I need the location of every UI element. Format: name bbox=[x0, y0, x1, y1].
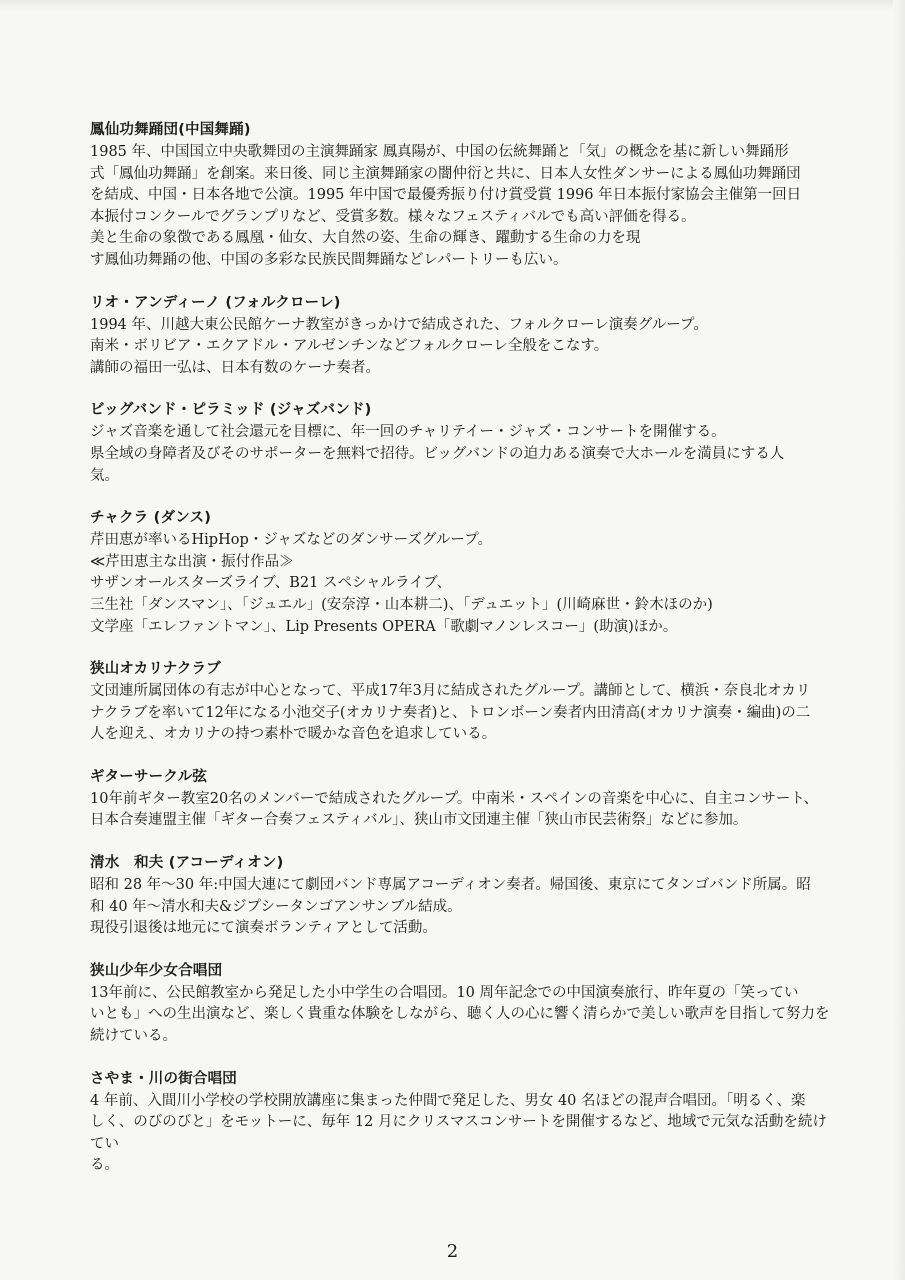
section-paragraph bbox=[90, 530, 830, 638]
text-line: 現役引退後は地元にて演奏ボランティアとして活動。 bbox=[90, 920, 437, 937]
text-line: 文団連所属団体の有志が中心となって、平成17年3月に結成されたグループ。講師として、横浜・奈良北オカリ bbox=[90, 683, 811, 700]
section-houkakou bbox=[90, 118, 830, 272]
text-line: 県全域の身障者及びそのサポーターを無料で招待。ビッグバンドの迫力ある演奏で大ホールを満員にする人 bbox=[90, 445, 785, 462]
text-line: 日本合奏連盟主催「ギター合奏フェスティバル」、狭山市文団連主催「狭山市民芸術祭」などに参加。 bbox=[90, 812, 748, 829]
text-line: 続けている。 bbox=[90, 1028, 177, 1045]
text-line: 三生社「ダンスマン」、「ジュエル」(安奈淳・山本耕二)、「デュエット」(川崎麻世・鈴木ほのか) bbox=[90, 596, 713, 613]
section-paragraph bbox=[90, 422, 830, 487]
section-paragraph bbox=[90, 315, 830, 380]
text-line: いとも」への生出演など、楽しく貴重な体験をしながら、聴く人の心に響く清らかで美しい歌声を目指して努力を bbox=[90, 1006, 830, 1023]
section-heading: リオ・アンディーノ (フォルクローレ) bbox=[90, 294, 341, 311]
text-line: る。 bbox=[90, 1157, 119, 1174]
section-heading: 鳳仙功舞踊団(中国舞踊) bbox=[90, 122, 251, 138]
section-kawa-no-machi-choir bbox=[90, 1067, 830, 1177]
section-heading: チャクラ (ダンス) bbox=[90, 510, 212, 527]
page-number: 2 bbox=[446, 1241, 459, 1262]
section-heading: 清水 和夫 (アコーディオン) bbox=[90, 855, 284, 872]
text-line: 芹田恵が率いるHipHop・ジャズなどのダンサーズグループ。 bbox=[90, 532, 493, 549]
section-paragraph bbox=[90, 983, 830, 1048]
text-line: 気。 bbox=[90, 467, 119, 484]
section-big-band-pyramid bbox=[90, 398, 830, 487]
document-body bbox=[90, 118, 830, 1196]
text-line: 美と生命の象徴である鳳凰・仙女、大自然の姿、生命の輝き、躍動する生命の力を現 bbox=[90, 230, 641, 247]
text-line: しく、のびのびと」をモットーに、毎年 12 月にクリスマスコンサートを開催するなど、地域で元気な活動を続けてい bbox=[90, 1114, 827, 1152]
text-line: を結成、中国・日本各地で公演。1995 年中国で最優秀振り付け賞受賞 1996 年日本振付家協会主催第一回日 bbox=[90, 187, 802, 204]
text-line: 南米・ボリビア・エクアドル・アルゼンチンなどフォルクローレ全般をこなす。 bbox=[90, 338, 609, 355]
section-chakra bbox=[90, 506, 830, 638]
text-line: 和 40 年〜清水和夫&ジプシータンゴアンサンブル結成。 bbox=[90, 898, 462, 915]
section-rio-andino bbox=[90, 291, 830, 380]
section-guitar-circle bbox=[90, 765, 830, 832]
section-paragraph bbox=[90, 681, 830, 746]
text-line: ≪芹田恵主な出演・振付作品≫ bbox=[90, 553, 294, 570]
text-line: 13年前に、公民館教室から発足した小中学生の合唱団。10 周年記念での中国演奏旅行、昨年夏の「笑ってい bbox=[90, 984, 799, 1001]
section-paragraph bbox=[90, 789, 830, 832]
section-shimizu-kazuo bbox=[90, 851, 830, 940]
text-line: 本振付コンクールでグランプリなど、受賞多数。様々なフェスティバルでも高い評価を得る。 bbox=[90, 208, 696, 225]
section-heading: さやま・川の街合唱団 bbox=[90, 1070, 237, 1087]
section-heading: 狭山少年少女合唱団 bbox=[90, 962, 223, 979]
text-line: ナクラブを率いて12年になる小池交子(オカリナ奏者)と、トロンボーン奏者内田清高(オカリナ演奏・編曲)の二 bbox=[90, 704, 811, 721]
text-line: 4 年前、入間川小学校の学校開放講座に集まった仲間で発足した、男女 40 名ほどの混声合唱団。「明るく、楽 bbox=[90, 1092, 806, 1109]
section-heading: 狭山オカリナクラブ bbox=[90, 661, 221, 678]
section-paragraph bbox=[90, 1091, 830, 1177]
section-paragraph bbox=[90, 142, 830, 272]
text-line: サザンオールスターズライブ、B21 スペシャルライブ、 bbox=[90, 575, 452, 592]
section-paragraph bbox=[90, 875, 830, 940]
text-line: 文学座「エレファントマン」、Lip Presents OPERA「歌劇マノンレスコー」(助演)ほか。 bbox=[90, 618, 678, 635]
text-line: ジャズ音楽を通して社会還元を目標に、年一回のチャリテイー・ジャズ・コンサートを開催する。 bbox=[90, 424, 726, 441]
text-line: 1985 年、中国国立中央歌舞団の主演舞踊家 鳳真陽が、中国の伝統舞踊と「気」の概念を基に新しい舞踊形 bbox=[90, 144, 789, 160]
text-line: 講師の福田一弘は、日本有数のケーナ奏者。 bbox=[90, 359, 380, 376]
scan-edge-right bbox=[893, 0, 905, 1280]
text-line: 人を迎え、オカリナの持つ素朴で暖かな音色を追求している。 bbox=[90, 726, 497, 743]
section-youth-choir bbox=[90, 959, 830, 1048]
text-line: 式「鳳仙功舞踊」を創案。来日後、同じ主演舞踊家の闇仲衍と共に、日本人女性ダンサーによる鳳仙功舞踊団 bbox=[90, 165, 801, 182]
scan-edge-top bbox=[0, 0, 905, 10]
section-heading: ビッグバンド・ピラミッド (ジャズバンド) bbox=[90, 402, 372, 419]
text-line: 1994 年、川越大東公民館ケーナ教室がきっかけで結成された、フォルクローレ演奏グループ。 bbox=[90, 316, 708, 333]
text-line: 10年前ギター教室20名のメンバーで結成されたグループ。中南米・スペインの音楽を中心に、自主コンサート、 bbox=[90, 790, 819, 807]
section-heading: ギターサークル弦 bbox=[90, 768, 208, 785]
text-line: 昭和 28 年〜30 年:中国大連にて劇団バンド専属アコーディオン奏者。帰国後、東京にてタンゴバンド所属。昭 bbox=[90, 877, 811, 894]
section-ocarina-club bbox=[90, 657, 830, 746]
text-line: す鳳仙功舞踊の他、中国の多彩な民族民間舞踊などレパートリーも広い。 bbox=[90, 251, 568, 268]
